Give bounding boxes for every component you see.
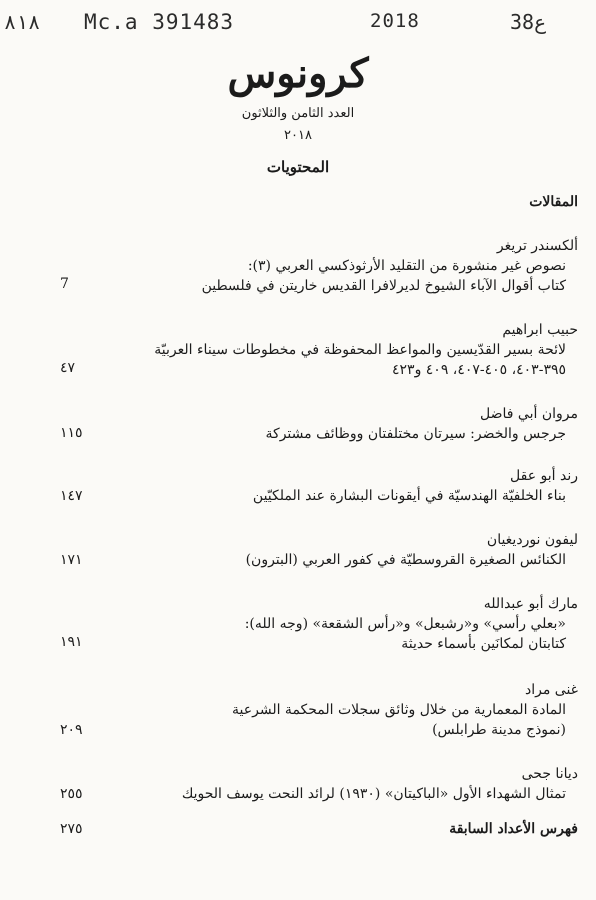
entry-title-line: كتاب أقوال الآباء الشيوخ لديرلافرا القديس خاريتن في فلسطين (201, 278, 566, 294)
handwritten-number-right: 38ع (510, 10, 547, 34)
entry-page-number: 7 (60, 276, 69, 292)
entry-title-line: المادة المعمارية من خلال وثائق سجلات المحكمة الشرعية (232, 702, 566, 718)
entry-author: ديانا جحى (521, 766, 578, 782)
entry-page-number: ١٤٧ (60, 488, 83, 504)
entry-title-line: بناء الخلفيّة الهندسيّة في أيقونات البشارة عند الملكيّين (252, 488, 566, 504)
toc-entry[interactable] (60, 236, 578, 296)
entry-author: غنى مراد (524, 682, 578, 698)
entry-page-number: ١٩١ (60, 634, 83, 650)
entry-author: مروان أبي فاضل (480, 406, 578, 422)
entry-title-line: جرجس والخضر: سيرتان مختلفتان ووظائف مشتركة (265, 426, 566, 442)
entry-author: حبيب ابراهيم (502, 322, 578, 338)
entry-title-line: «بعلي رأسي» و«رشبعل» و«رأس الشقعة» (وجه الله): (244, 616, 566, 632)
contents-heading: المحتويات (266, 158, 330, 176)
entry-page-number: ٤٧ (60, 360, 76, 376)
toc-entry[interactable] (60, 404, 578, 444)
handwritten-accession-number: Mc.a 391483 (84, 10, 235, 34)
toc-entry[interactable] (60, 594, 578, 654)
toc-entry[interactable] (60, 466, 578, 506)
handwritten-number-left: ٨١٨ (4, 10, 41, 34)
journal-title: كرونوس (227, 50, 369, 97)
toc-entry[interactable] (60, 680, 578, 740)
entry-title-line: نصوص غير منشورة من التقليد الأرثوذكسي العربي (٣): (247, 258, 566, 274)
issue-year: ٢٠١٨ (284, 128, 312, 143)
entry-page-number: ٢٠٩ (60, 722, 83, 738)
entry-page-number: ٢٥٥ (60, 786, 83, 802)
entry-author: رند أبو عقل (510, 468, 578, 484)
previous-issues-index-label[interactable]: فهرس الأعداد السابقة (449, 821, 578, 837)
toc-entry[interactable] (60, 320, 578, 380)
section-heading-articles: المقالات (529, 194, 578, 210)
entry-title-line: (نموذج مدينة طرابلس) (432, 722, 566, 738)
entry-page-number: ١١٥ (60, 425, 83, 441)
issue-label: العدد الثامن والثلاثون (241, 106, 355, 121)
index-page-number: ٢٧٥ (60, 821, 83, 837)
entry-title-line: لائحة بسير القدّيسين والمواعظ المحفوظة في مخطوطات سيناء العربيّة (154, 342, 566, 358)
toc-entry[interactable] (60, 530, 578, 570)
entry-title-line: كتابتان لمكانَين بأسماء حديثة (401, 636, 566, 652)
entry-title-line: ٣٩٥-٤٠٣، ٤٠٥-٤٠٧، ٤٠٩ و٤٢٣ (392, 362, 566, 378)
entry-author: ليفون نورديغيان (486, 532, 578, 548)
toc-entry[interactable] (60, 764, 578, 804)
entry-page-number: ١٧١ (60, 552, 83, 568)
entry-title-line: تمثال الشهداء الأول «الباكيتان» (١٩٣٠) لرائد النحت يوسف الحويك (181, 786, 566, 802)
entry-author: مارك أبو عبدالله (483, 596, 578, 612)
entry-author: ألكسندر تريغر (496, 238, 578, 254)
entry-title-line: الكنائس الصغيرة القروسطيّة في كفور العربي (البترون) (245, 552, 566, 568)
handwritten-year: 2018 (370, 10, 420, 32)
